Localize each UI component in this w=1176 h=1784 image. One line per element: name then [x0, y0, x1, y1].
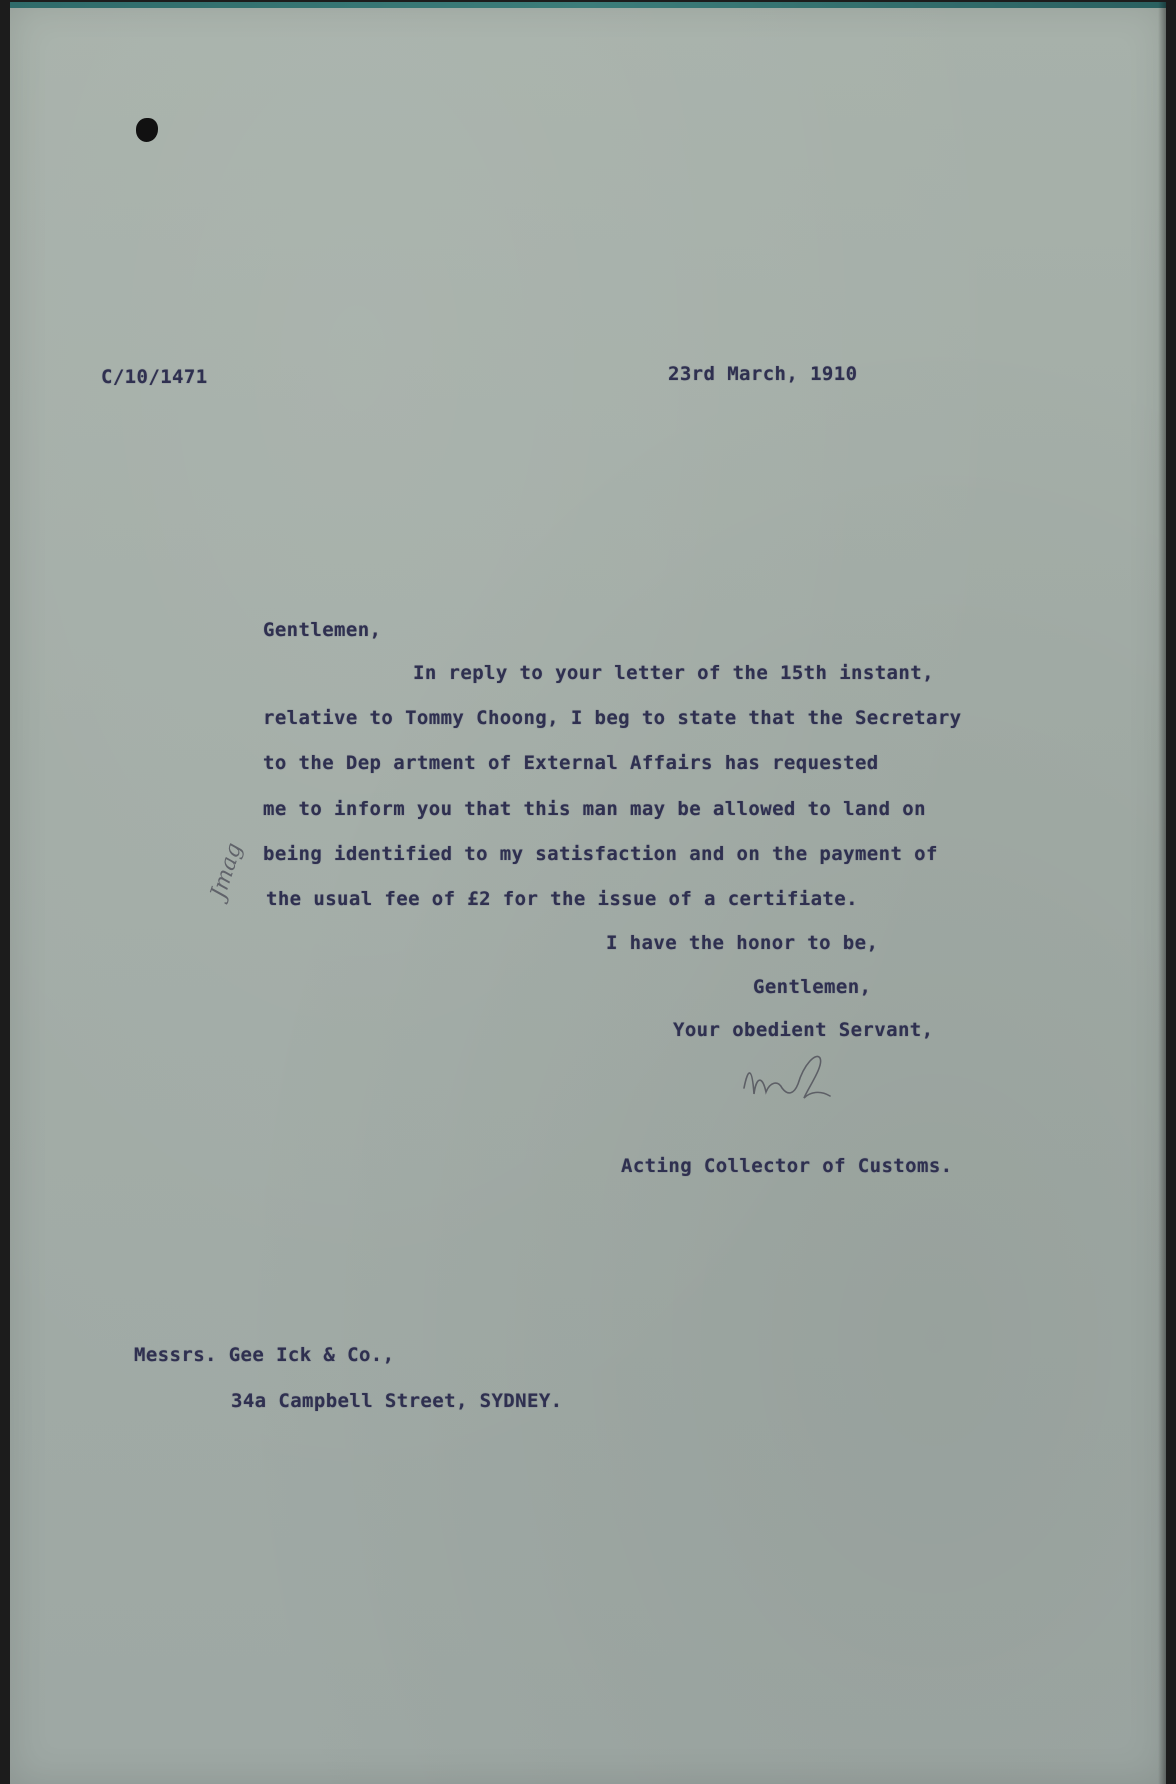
closing-line-3: Your obedient Servant,: [673, 1019, 934, 1041]
addressee-name: Messrs. Gee Ick & Co.,: [134, 1344, 395, 1366]
body-line-4: me to inform you that this man may be allowed to land on: [263, 798, 926, 820]
letter-sheet: [10, 2, 1166, 1784]
ink-blot: [136, 118, 158, 142]
body-line-3: to the Dep artment of External Affairs has requested: [263, 752, 879, 774]
signatory-title: Acting Collector of Customs.: [621, 1155, 953, 1177]
closing-line-1: I have the honor to be,: [606, 932, 879, 954]
reference-number: C/10/1471: [101, 366, 208, 388]
closing-line-2: Gentlemen,: [753, 976, 872, 998]
handwritten-signature: [738, 1048, 848, 1118]
letter-date: 23rd March, 1910: [668, 363, 858, 385]
addressee-address: 34a Campbell Street, SYDNEY.: [231, 1390, 563, 1412]
body-line-1: In reply to your letter of the 15th instant,: [413, 662, 934, 684]
paper-top-edge: [10, 2, 1166, 8]
body-line-5: being identified to my satisfaction and on the payment of: [263, 843, 938, 865]
margin-annotation: Jmag: [206, 839, 248, 902]
body-line-6: the usual fee of £2 for the issue of a certifiate.: [266, 888, 858, 910]
salutation: Gentlemen,: [263, 619, 382, 641]
body-line-2: relative to Tommy Choong, I beg to state that the Secretary: [263, 707, 962, 729]
paper-right-edge: [1158, 2, 1166, 1784]
